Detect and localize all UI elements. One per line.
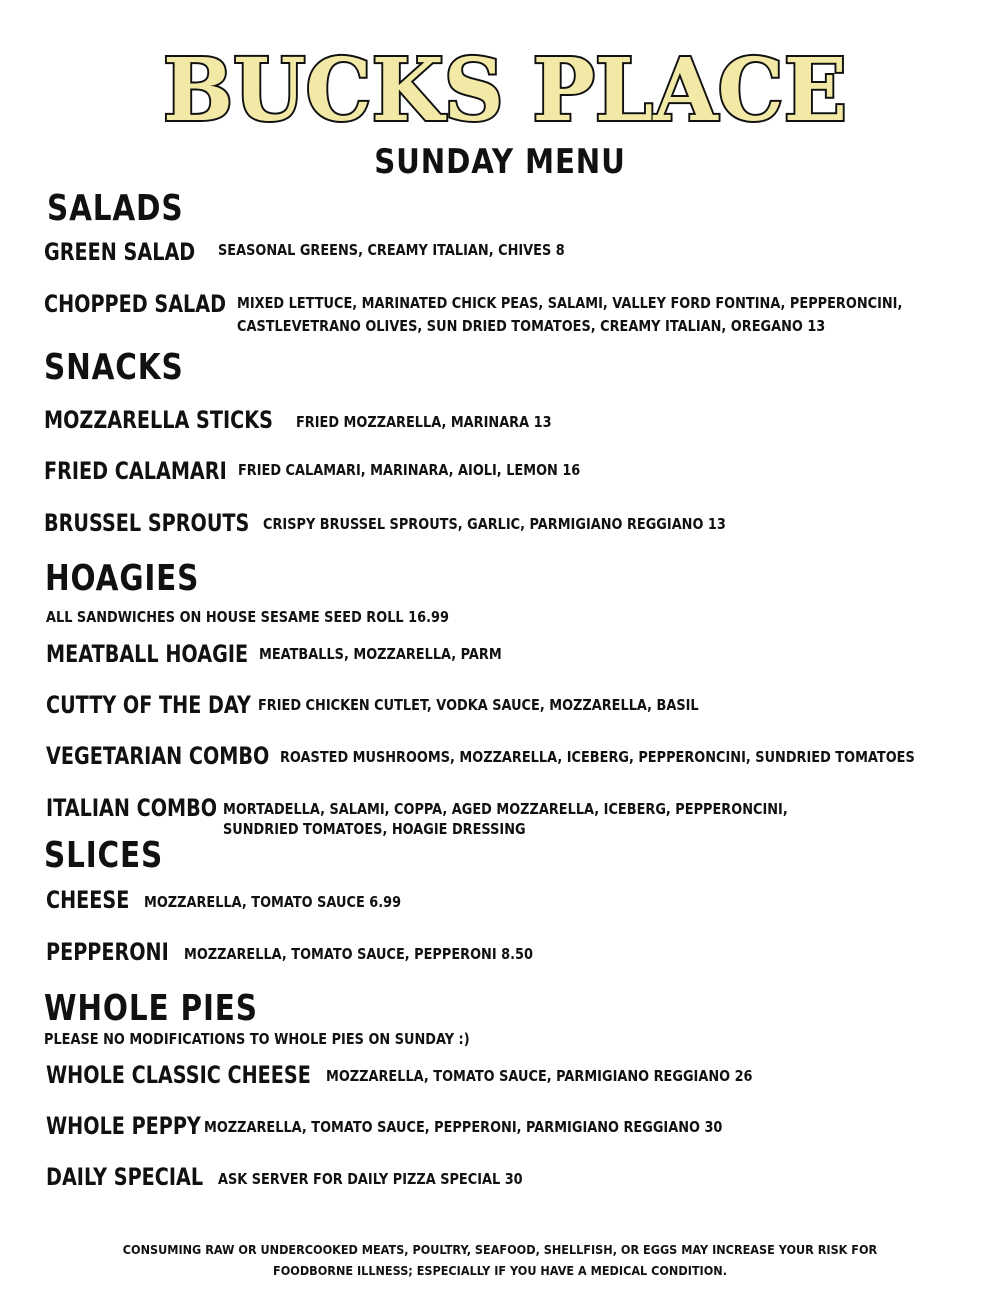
restaurant-logo — [160, 40, 850, 140]
item-name-mozzarella-sticks: MOZZARELLA STICKS — [44, 406, 273, 434]
section-heading-slices: SLICES — [44, 835, 164, 876]
menu-subtitle: SUNDAY MENU — [374, 142, 626, 182]
section-heading-snacks: SNACKS — [44, 347, 184, 388]
item-name-daily-special: DAILY SPECIAL — [46, 1163, 204, 1191]
item-desc-meatball-hoagie: MEATBALLS, MOZZARELLA, PARM — [259, 645, 502, 663]
hoagies-note: ALL SANDWICHES ON HOUSE SESAME SEED ROLL 16.99 — [46, 608, 449, 626]
item-desc-italian-combo-line2: SUNDRIED TOMATOES, HOAGIE DRESSING — [223, 820, 526, 838]
footer-disclaimer-line2: FOODBORNE ILLNESS; ESPECIALLY IF YOU HAVE A MEDICAL CONDITION. — [273, 1263, 727, 1278]
item-desc-mozzarella-sticks: FRIED MOZZARELLA, MARINARA 13 — [296, 413, 552, 431]
item-name-whole-peppy: WHOLE PEPPY — [46, 1112, 201, 1140]
item-name-meatball-hoagie: MEATBALL HOAGIE — [46, 640, 249, 668]
item-desc-cutty-of-the-day: FRIED CHICKEN CUTLET, VODKA SAUCE, MOZZARELLA, BASIL — [258, 696, 699, 714]
item-desc-whole-peppy: MOZZARELLA, TOMATO SAUCE, PEPPERONI, PARMIGIANO REGGIANO 30 — [204, 1118, 723, 1136]
section-heading-salads: SALADS — [47, 188, 184, 229]
item-name-brussel-sprouts: BRUSSEL SPROUTS — [44, 509, 250, 537]
item-desc-pepperoni-slice: MOZZARELLA, TOMATO SAUCE, PEPPERONI 8.50 — [184, 945, 533, 963]
item-desc-green-salad: SEASONAL GREENS, CREAMY ITALIAN, CHIVES 8 — [218, 241, 565, 259]
footer-disclaimer-line1: CONSUMING RAW OR UNDERCOOKED MEATS, POULTRY, SEAFOOD, SHELLFISH, OR EGGS MAY INCREASE YOUR RISK FOR — [122, 1242, 878, 1257]
item-name-cheese-slice: CHEESE — [46, 886, 130, 914]
whole-pies-note: PLEASE NO MODIFICATIONS TO WHOLE PIES ON SUNDAY :) — [44, 1030, 470, 1048]
item-desc-vegetarian-combo: ROASTED MUSHROOMS, MOZZARELLA, ICEBERG, PEPPERONCINI, SUNDRIED TOMATOES — [280, 748, 915, 766]
item-name-pepperoni-slice: PEPPERONI — [46, 938, 169, 966]
item-name-fried-calamari: FRIED CALAMARI — [44, 457, 227, 485]
item-desc-italian-combo-line1: MORTADELLA, SALAMI, COPPA, AGED MOZZARELLA, ICEBERG, PEPPERONCINI, — [223, 800, 788, 818]
item-desc-daily-special: ASK SERVER FOR DAILY PIZZA SPECIAL 30 — [218, 1170, 523, 1188]
item-desc-whole-classic-cheese: MOZZARELLA, TOMATO SAUCE, PARMIGIANO REGGIANO 26 — [326, 1067, 753, 1085]
item-desc-fried-calamari: FRIED CALAMARI, MARINARA, AIOLI, LEMON 16 — [238, 461, 581, 479]
section-heading-hoagies: HOAGIES — [45, 558, 200, 599]
item-name-chopped-salad: CHOPPED SALAD — [44, 290, 227, 318]
section-heading-whole-pies: WHOLE PIES — [44, 988, 258, 1029]
item-desc-cheese-slice: MOZZARELLA, TOMATO SAUCE 6.99 — [144, 893, 402, 911]
item-name-cutty-of-the-day: CUTTY OF THE DAY — [46, 691, 251, 719]
item-name-italian-combo: ITALIAN COMBO — [46, 794, 218, 822]
restaurant-name: BUCKS PLACE — [163, 40, 847, 140]
item-name-green-salad: GREEN SALAD — [44, 238, 196, 266]
item-desc-chopped-salad-line1: MIXED LETTUCE, MARINATED CHICK PEAS, SALAMI, VALLEY FORD FONTINA, PEPPERONCINI, — [237, 294, 903, 312]
item-name-vegetarian-combo: VEGETARIAN COMBO — [46, 742, 270, 770]
item-desc-brussel-sprouts: CRISPY BRUSSEL SPROUTS, GARLIC, PARMIGIANO REGGIANO 13 — [263, 515, 726, 533]
item-desc-chopped-salad-line2: CASTLEVETRANO OLIVES, SUN DRIED TOMATOES, CREAMY ITALIAN, OREGANO 13 — [237, 317, 826, 335]
item-name-whole-classic-cheese: WHOLE CLASSIC CHEESE — [46, 1061, 311, 1089]
